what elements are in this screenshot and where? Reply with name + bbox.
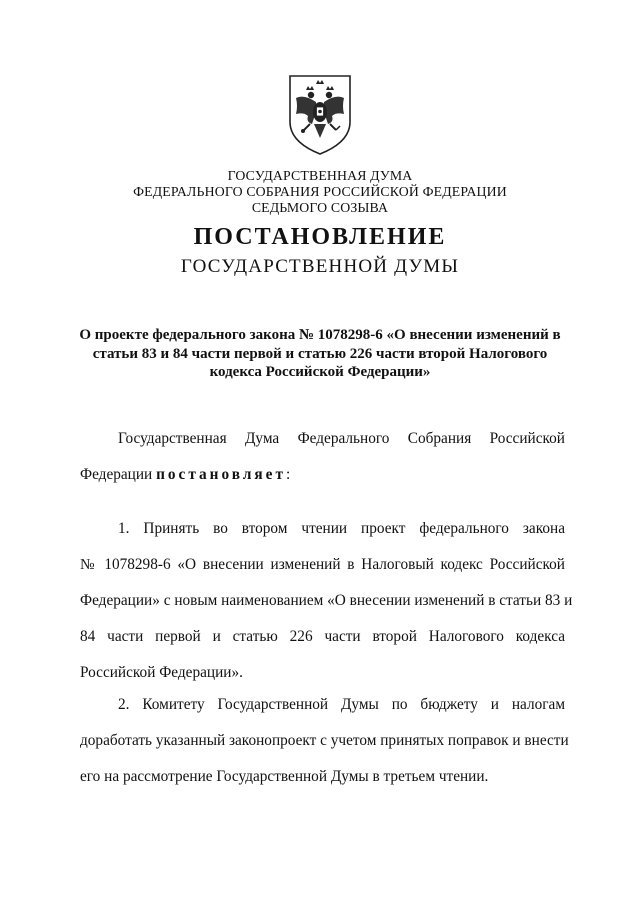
preamble-line (80, 457, 565, 493)
subject-line: статьи 83 и 84 части первой и статью 226 части второй Налогового (92, 345, 548, 362)
item-2-line: его на рассмотрение Государственной Думы в третьем чтении. (80, 768, 489, 785)
item-1-line: № 1078298-6 «О внесении изменений в Налоговый кодекс Российской (80, 556, 565, 573)
coat-of-arms-icon (286, 72, 354, 158)
issuer-line-1: ГОСУДАРСТВЕННАЯ ДУМА (227, 168, 413, 183)
subject-line: О проекте федерального закона № 1078298-6 «О внесении изменений в (79, 327, 561, 343)
item-1-line: Российской Федерации». (80, 664, 243, 681)
convocation-line: СЕДЬМОГО СОЗЫВА (251, 200, 389, 215)
document-subtitle: ГОСУДАРСТВЕННОЙ ДУМЫ (180, 256, 460, 277)
preamble-paragraph (80, 421, 565, 493)
issuer-line-2: ФЕДЕРАЛЬНОГО СОБРАНИЯ РОССИЙСКОЙ ФЕДЕРАЦИИ (133, 184, 507, 199)
document-title: ПОСТАНОВЛЕНИЕ (193, 224, 447, 250)
item-2-line: 2. Комитету Государственной Думы по бюджету и налогам (118, 696, 565, 713)
item-2-paragraph (80, 687, 569, 795)
item-1-paragraph (80, 511, 573, 691)
subject-line: кодекса Российской Федерации» (209, 364, 431, 380)
item-1-line: Федерации» с новым наименованием «О внесении изменений в статьи 83 и (80, 592, 573, 609)
item-2-line: доработать указанный законопроект с учетом принятых поправок и внести (80, 732, 569, 749)
preamble-text: Федерации (80, 466, 157, 483)
preamble-colon: : (285, 466, 291, 483)
preamble-line: Государственная Дума Федерального Собрания Российской (118, 430, 565, 447)
item-1-line: 1. Принять во втором чтении проект федерального закона (118, 520, 565, 537)
item-1-line: 84 части первой и статью 226 части второй Налогового кодекса (80, 628, 565, 645)
resolves-keyword: постановляет (156, 466, 286, 483)
document-subject (60, 326, 580, 382)
